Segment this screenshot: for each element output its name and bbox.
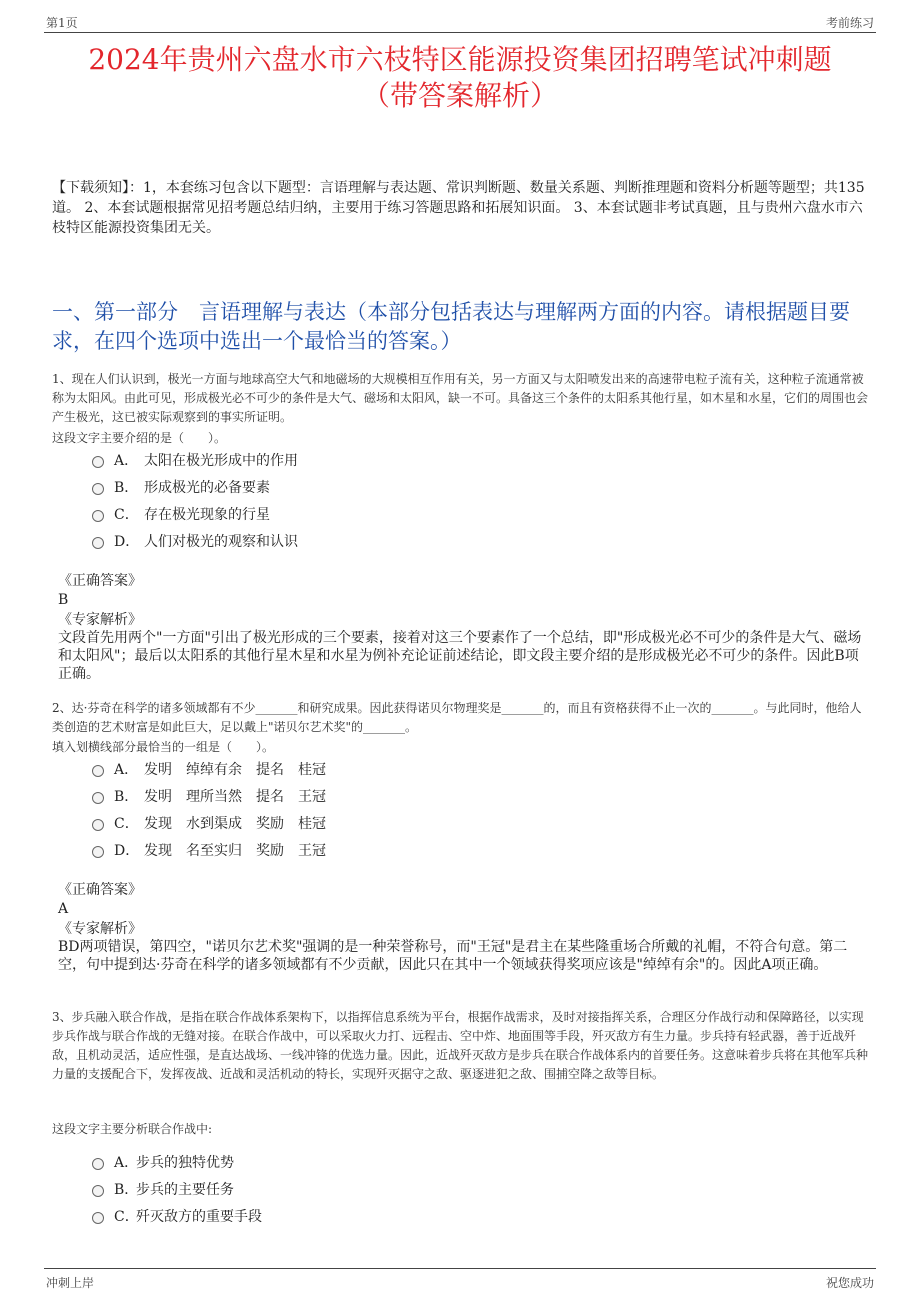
- option-key: C．: [114, 1208, 139, 1225]
- radio-icon[interactable]: [92, 765, 104, 777]
- option-c[interactable]: [92, 500, 512, 527]
- question-1-stem: 1、现在人们认识到，极光一方面与地球高空大气和地磁场的大规模相互作用有关，另一方面又与太阳喷发出来的高速带电粒子流有关，这种粒子流通常被称为太阳风。由此可见，形成极光必不可少的条件是大气、磁场和太阳风，缺一不可。具备这三个条件的太阳系其他行星，如木星和水星，它们的周围也会产生极光，这已被实际观察到的事实所证明。: [52, 372, 869, 424]
- radio-icon[interactable]: [92, 1185, 104, 1197]
- radio-icon[interactable]: [92, 846, 104, 858]
- option-text: 歼灭敌方的重要手段: [136, 1208, 262, 1225]
- option-key: A．: [114, 452, 139, 469]
- option-a[interactable]: [92, 446, 512, 473]
- analysis-text: BD两项错误，第四空，"诺贝尔艺术奖"强调的是一种荣誉称号，而"王冠"是君主在某些隆重场合所戴的礼帽，不符合句意。第二空，句中提到达·芬奇在科学的诸多领域都有不少贡献，因此只在其中一个领域获得奖项应该是"绰绰有余"的。因此A项正确。: [58, 939, 848, 973]
- option-key: B．: [114, 479, 139, 496]
- title-line-1: 2024年贵州六盘水市六枝特区能源投资集团招聘笔试冲刺题: [88, 43, 832, 76]
- option-b[interactable]: [92, 782, 512, 809]
- option-a[interactable]: [92, 755, 512, 782]
- answer-value: B: [58, 592, 69, 608]
- analysis-label: 《专家解析》: [58, 921, 142, 937]
- option-d[interactable]: [92, 836, 512, 863]
- radio-icon[interactable]: [92, 1212, 104, 1224]
- option-b[interactable]: [92, 1175, 512, 1202]
- radio-icon[interactable]: [92, 510, 104, 522]
- header-label: 考前练习: [825, 16, 874, 30]
- option-d[interactable]: [92, 527, 512, 554]
- page-number: 第1页: [46, 16, 78, 30]
- option-a[interactable]: [92, 1148, 512, 1175]
- answer-label: 《正确答案》: [58, 882, 142, 898]
- option-text: 人们对极光的观察和认识: [144, 533, 298, 550]
- footer-left: 冲刺上岸: [46, 1276, 95, 1290]
- title-line-2: （带答案解析）: [361, 79, 558, 112]
- option-key: C．: [114, 506, 139, 523]
- question-2-stem: 2、达·芬奇在科学的诸多领域都有不少_______和研究成果。因此获得诺贝尔物理奖是_______的，而且有资格获得不止一次的_______。与此同时，他给人类创造的艺术财富是如此巨大，足以戴上"诺贝尔艺术奖"的_______。: [52, 701, 862, 734]
- question-1-options: [92, 446, 512, 554]
- option-text: 步兵的独特优势: [136, 1154, 234, 1171]
- download-notice: 【下载须知】：1，本套练习包含以下题型：言语理解与表达题、常识判断题、数量关系题、判断推理题和资料分析题等题型；共135道。 2、本套试题根据常见招考题总结归纳，主要用于练习答题思路和拓展知识面。 3、本套试题非考试真题，且与贵州六盘水市六枝特区能源投资集团无关。: [52, 180, 865, 236]
- question-1-answer: [58, 572, 870, 610]
- option-c[interactable]: [92, 1202, 512, 1229]
- option-text: 发明 理所当然 提名 王冠: [144, 788, 326, 805]
- option-text: 太阳在极光形成中的作用: [144, 452, 298, 469]
- option-key: B．: [114, 788, 139, 805]
- question-2-prompt: 填入划横线部分最恰当的一组是（ ）。: [52, 740, 275, 754]
- option-key: D．: [114, 533, 140, 550]
- analysis-text: 文段首先用两个"一方面"引出了极光形成的三个要素，接着对这三个要素作了一个总结，即"形成极光必不可少的条件是大气、磁场和太阳风"；最后以太阳系的其他行星木星和水星为例补充论证前述结论，即文段主要介绍的是形成极光必不可少的条件。因此B项正确。: [58, 630, 862, 682]
- page-header: [44, 12, 876, 33]
- option-text: 发明 绰绰有余 提名 桂冠: [144, 761, 326, 778]
- question-2-answer: [58, 881, 870, 919]
- page-footer: [44, 1268, 876, 1293]
- option-text: 发现 水到渠成 奖励 桂冠: [144, 815, 326, 832]
- option-text: 发现 名至实归 奖励 王冠: [144, 842, 326, 859]
- radio-icon[interactable]: [92, 483, 104, 495]
- option-key: C．: [114, 815, 139, 832]
- answer-value: A: [58, 901, 69, 917]
- option-key: A．: [114, 761, 139, 778]
- document-title: [40, 42, 880, 114]
- option-key: D．: [114, 842, 140, 859]
- option-key: A．: [114, 1154, 139, 1171]
- option-text: 存在极光现象的行星: [144, 506, 270, 523]
- radio-icon[interactable]: [92, 792, 104, 804]
- question-2-analysis: [58, 920, 870, 974]
- footer-right: 祝您成功: [825, 1276, 874, 1290]
- question-1-analysis: [58, 611, 870, 683]
- question-3-stem: 3、步兵融入联合作战，是指在联合作战体系架构下，以指挥信息系统为平台，根据作战需求，及时对接指挥关系，合理区分作战行动和保障路径，以实现步兵作战与联合作战的无缝对接。在联合作战中，可以采取火力打、远程击、空中炸、地面围等手段，歼灭敌方有生力量。步兵持有轻武器，善于近战歼敌，且机动灵活，适应性强，是直达战场、一线冲锋的优选力量。因此，近战歼灭敌方是步兵在联合作战体系内的首要任务。这意味着步兵将在其他军兵种力量的支援配合下，发挥夜战、近战和灵活机动的特长，实现歼灭据守之敌、驱逐进犯之敌、围捕空降之敌等目标。: [52, 1010, 869, 1081]
- question-2-options: [92, 755, 512, 863]
- section-heading: 一、第一部分 言语理解与表达（本部分包括表达与理解两方面的内容。请根据题目要求，在四个选项中选出一个最恰当的答案。）: [52, 300, 850, 353]
- option-b[interactable]: [92, 473, 512, 500]
- question-3-options: [92, 1148, 512, 1229]
- option-text: 形成极光的必备要素: [144, 479, 270, 496]
- option-key: B．: [114, 1181, 139, 1198]
- question-1-prompt: 这段文字主要介绍的是（ ）。: [52, 431, 227, 445]
- answer-label: 《正确答案》: [58, 573, 142, 589]
- option-text: 步兵的主要任务: [136, 1181, 234, 1198]
- radio-icon[interactable]: [92, 819, 104, 831]
- question-3-prompt: 这段文字主要分析联合作战中:: [52, 1122, 213, 1136]
- radio-icon[interactable]: [92, 456, 104, 468]
- radio-icon[interactable]: [92, 1158, 104, 1170]
- analysis-label: 《专家解析》: [58, 612, 142, 628]
- radio-icon[interactable]: [92, 537, 104, 549]
- option-c[interactable]: [92, 809, 512, 836]
